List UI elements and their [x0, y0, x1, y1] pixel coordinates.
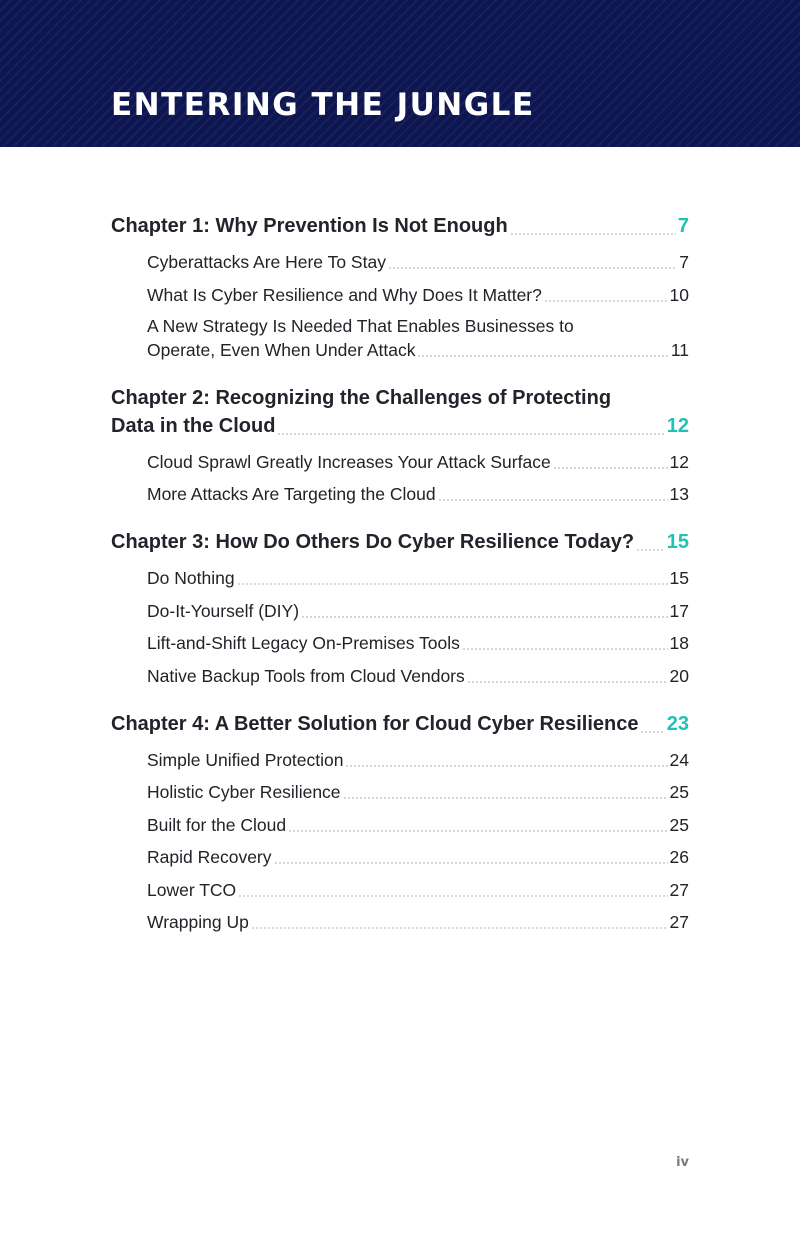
toc-chapter-1[interactable]: [111, 212, 689, 240]
dot-leader: [636, 549, 665, 551]
toc-section-page: 27: [669, 879, 689, 900]
toc-chapter-page: 12: [666, 414, 689, 437]
dot-leader: [510, 233, 676, 235]
toc-chapter-title: Chapter 3: How Do Others Do Cyber Resilience Today?: [111, 531, 635, 553]
toc-section-title: Holistic Cyber Resilience: [147, 782, 341, 802]
toc-section[interactable]: [111, 664, 689, 688]
toc-section-title: Wrapping Up: [147, 912, 249, 932]
toc-section[interactable]: [111, 250, 689, 274]
toc-section-page: 11: [670, 339, 689, 360]
toc-section[interactable]: [111, 780, 689, 804]
toc-chapter-title-line1: Chapter 2: Recognizing the Challenges of Protecting: [111, 386, 612, 409]
dot-leader: [388, 267, 677, 269]
toc-section-page: 17: [669, 600, 689, 621]
dot-leader: [251, 927, 668, 929]
toc-section-title: Do-It-Yourself (DIY): [147, 600, 300, 621]
table-of-contents: [111, 212, 689, 934]
page-title: ENTERING THE JUNGLE: [111, 87, 535, 123]
toc-section[interactable]: [111, 283, 689, 307]
toc-section-page: 26: [669, 847, 689, 867]
toc-chapter-3[interactable]: [111, 528, 689, 556]
toc-section[interactable]: [111, 878, 689, 902]
toc-section-title: Simple Unified Protection: [147, 749, 344, 770]
toc-section-title: What Is Cyber Resilience and Why Does It Matter?: [147, 284, 542, 305]
toc-section[interactable]: [111, 631, 689, 655]
toc-section-page: 25: [669, 814, 689, 835]
toc-section-title: Cyberattacks Are Here To Stay: [147, 252, 386, 272]
toc-chapter-4[interactable]: [111, 710, 689, 738]
toc-section-page: 18: [669, 633, 689, 653]
toc-section[interactable]: [111, 813, 689, 837]
dot-leader: [277, 433, 664, 435]
toc-section[interactable]: [111, 482, 689, 506]
toc-section-title: Cloud Sprawl Greatly Increases Your Attack Surface: [147, 451, 551, 472]
page-number: iv: [676, 1155, 689, 1170]
toc-section-title: Built for the Cloud: [147, 814, 287, 835]
toc-section-page: 10: [669, 284, 689, 305]
toc-section-title: Rapid Recovery: [147, 847, 272, 867]
toc-section-page: 27: [669, 912, 689, 932]
toc-chapter-page: 15: [666, 531, 689, 553]
toc-chapter-page: 7: [677, 215, 689, 237]
toc-section-title: Lift-and-Shift Legacy On-Premises Tools: [147, 633, 460, 653]
toc-section-page: 25: [669, 782, 689, 802]
dot-leader: [343, 797, 668, 799]
toc-section-page: 24: [669, 749, 689, 770]
toc-section-page: 15: [669, 568, 689, 588]
toc-section-page: 20: [669, 665, 689, 686]
dot-leader: [238, 895, 667, 897]
toc-section-title: Lower TCO: [147, 879, 237, 900]
dot-leader: [417, 355, 668, 357]
toc-section-title-line1: A New Strategy Is Needed That Enables Businesses to: [147, 315, 574, 336]
toc-section-title: Native Backup Tools from Cloud Vendors: [147, 665, 465, 686]
dot-leader: [467, 681, 668, 683]
toc-section[interactable]: [111, 450, 689, 474]
toc-section-title: More Attacks Are Targeting the Cloud: [147, 484, 436, 504]
dot-leader: [301, 616, 668, 618]
dot-leader: [462, 648, 668, 650]
dot-leader: [640, 731, 664, 733]
toc-section[interactable]: [111, 566, 689, 590]
dot-leader: [288, 830, 667, 832]
dot-leader: [438, 499, 668, 501]
toc-section-page: 13: [669, 484, 689, 504]
toc-section[interactable]: [111, 314, 689, 362]
toc-section-title: Do Nothing: [147, 568, 235, 588]
toc-section[interactable]: [111, 748, 689, 772]
dot-leader: [237, 583, 668, 585]
toc-chapter-page: 23: [666, 712, 689, 735]
toc-section-title-line2: Operate, Even When Under Attack: [147, 339, 416, 360]
toc-chapter-title-line2: Data in the Cloud: [111, 414, 276, 437]
toc-chapter-2[interactable]: [111, 384, 689, 440]
toc-chapter-title: Chapter 1: Why Prevention Is Not Enough: [111, 215, 508, 237]
dot-leader: [544, 300, 668, 302]
toc-section-page: 7: [679, 252, 689, 272]
toc-section[interactable]: [111, 599, 689, 623]
dot-leader: [553, 467, 668, 469]
toc-section[interactable]: [111, 845, 689, 869]
toc-section-page: 12: [669, 451, 689, 472]
dot-leader: [274, 862, 668, 864]
toc-section[interactable]: [111, 910, 689, 934]
dot-leader: [345, 765, 667, 767]
toc-chapter-title: Chapter 4: A Better Solution for Cloud Cyber Resilience: [111, 712, 639, 735]
header-banner: [0, 0, 800, 147]
